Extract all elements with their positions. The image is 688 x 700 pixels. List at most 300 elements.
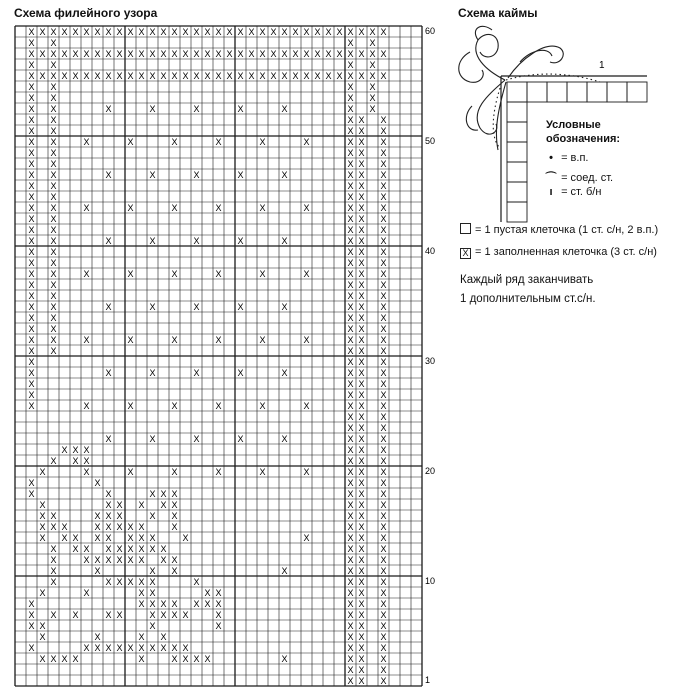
filled-cell-mark: X: [347, 379, 354, 389]
filled-cell-mark: X: [83, 27, 90, 37]
filled-cell-mark: X: [127, 71, 134, 81]
filled-cell-mark: X: [193, 434, 200, 444]
filled-cell-mark: X: [358, 533, 365, 543]
filled-cell-mark: X: [380, 621, 387, 631]
filled-cell-mark: X: [358, 324, 365, 334]
filled-cell-mark: X: [358, 500, 365, 510]
filled-cell-mark: X: [50, 456, 57, 466]
filled-cell-mark: X: [281, 368, 288, 378]
legend-heading: [546, 118, 620, 146]
filled-cell-mark: X: [270, 49, 277, 59]
filled-cell-mark: X: [50, 225, 57, 235]
filled-cell-mark: X: [61, 445, 68, 455]
filled-cell-mark: X: [72, 456, 79, 466]
filled-cell-mark: X: [28, 247, 35, 257]
filled-cell-mark: X: [39, 511, 46, 521]
chain-stitch-icon: •: [549, 152, 553, 164]
filled-cell-mark: X: [237, 302, 244, 312]
filled-cell-mark: X: [380, 357, 387, 367]
filled-cell-mark: X: [347, 456, 354, 466]
filled-cell-mark: X: [72, 71, 79, 81]
filled-cell-mark: X: [358, 302, 365, 312]
legend-item-sc-text: = ст. б/н: [561, 186, 602, 198]
filled-cell-mark: X: [127, 335, 134, 345]
filled-cell-mark: X: [105, 500, 112, 510]
filled-cell-mark: X: [61, 71, 68, 81]
filled-cell-mark: X: [215, 588, 222, 598]
filled-cell-mark: X: [149, 610, 156, 620]
filled-cell-mark: X: [369, 82, 376, 92]
filled-cell-mark: X: [369, 27, 376, 37]
filled-cell-mark: X: [105, 522, 112, 532]
filled-cell-mark: X: [28, 225, 35, 235]
filled-cell-mark: X: [358, 489, 365, 499]
filled-cell-mark: X: [28, 126, 35, 136]
legend-filled-cell-text: = 1 заполненная клеточка (3 ст. с/н): [475, 246, 657, 258]
filled-cell-mark: X: [358, 148, 365, 158]
filled-cell-mark: X: [105, 302, 112, 312]
filled-cell-mark: X: [369, 71, 376, 81]
filled-cell-mark: X: [28, 137, 35, 147]
filled-cell-mark: X: [347, 335, 354, 345]
filled-cell-mark: X: [83, 71, 90, 81]
filled-cell-mark: X: [28, 291, 35, 301]
filled-cell-mark: X: [138, 71, 145, 81]
filled-cell-mark: X: [39, 500, 46, 510]
filled-cell-mark: X: [314, 71, 321, 81]
filled-cell-mark: X: [171, 269, 178, 279]
filled-cell-mark: X: [215, 137, 222, 147]
filled-cell-mark: X: [50, 170, 57, 180]
filled-cell-mark: X: [193, 236, 200, 246]
filled-cell-mark: X: [358, 170, 365, 180]
filled-cell-mark: X: [28, 93, 35, 103]
filled-cell-mark: X: [380, 390, 387, 400]
filled-cell-mark: X: [380, 192, 387, 202]
filled-cell-mark: X: [39, 654, 46, 664]
filled-cell-mark: X: [50, 511, 57, 521]
filled-cell-mark: X: [380, 225, 387, 235]
filled-cell-mark: X: [94, 478, 101, 488]
filled-cell-mark: X: [248, 71, 255, 81]
filled-cell-mark: X: [116, 555, 123, 565]
filled-cell-mark: X: [336, 27, 343, 37]
filled-cell-mark: X: [380, 181, 387, 191]
legend-item-chain-text: = в.п.: [561, 152, 589, 164]
filled-cell-mark: X: [39, 621, 46, 631]
note-line-2: 1 дополнительным ст.с/н.: [460, 293, 596, 305]
filled-cell-mark: X: [127, 49, 134, 59]
filled-cell-mark: X: [28, 192, 35, 202]
filled-cell-mark: X: [358, 291, 365, 301]
filled-cell-mark: X: [182, 533, 189, 543]
filled-cell-mark: X: [347, 621, 354, 631]
filled-cell-mark: X: [105, 71, 112, 81]
filled-cell-mark: X: [204, 588, 211, 598]
filled-cell-mark: X: [39, 27, 46, 37]
filled-cell-mark: X: [149, 104, 156, 114]
legend-item-chain: [544, 152, 588, 164]
filled-cell-mark: X: [50, 335, 57, 345]
filled-cell-mark: X: [50, 82, 57, 92]
filled-cell-mark: X: [160, 544, 167, 554]
filled-cell-mark: X: [358, 313, 365, 323]
filled-cell-mark: X: [50, 522, 57, 532]
filled-cell-mark: X: [314, 49, 321, 59]
filled-cell-mark: X: [116, 522, 123, 532]
filled-cell-mark: X: [358, 599, 365, 609]
filled-cell-mark: X: [50, 654, 57, 664]
filled-cell-mark: X: [237, 236, 244, 246]
filled-cell-mark: X: [358, 478, 365, 488]
filled-cell-mark: X: [215, 49, 222, 59]
filled-cell-mark: X: [50, 203, 57, 213]
filled-cell-mark: X: [105, 170, 112, 180]
filled-cell-mark: X: [380, 577, 387, 587]
filled-cell-mark: X: [72, 544, 79, 554]
filled-cell-mark: X: [28, 379, 35, 389]
filled-cell-mark: X: [193, 71, 200, 81]
filled-cell-mark: X: [171, 522, 178, 532]
filled-cell-mark: X: [358, 610, 365, 620]
filled-cell-mark: X: [149, 27, 156, 37]
filled-cell-mark: X: [127, 577, 134, 587]
filled-cell-mark: X: [193, 654, 200, 664]
border-cell: [507, 202, 527, 222]
filled-cell-mark: X: [358, 621, 365, 631]
filled-cell-mark: X: [83, 588, 90, 598]
filled-cell-mark: X: [83, 643, 90, 653]
filled-cell-mark: X: [380, 49, 387, 59]
filled-cell-mark: X: [347, 445, 354, 455]
filled-cell-mark: X: [380, 467, 387, 477]
legend-item-sc: [544, 186, 601, 198]
filled-cell-mark: X: [358, 412, 365, 422]
filled-cell-mark: X: [215, 401, 222, 411]
border-cell: [627, 82, 647, 102]
border-chart-title: Схема каймы: [458, 6, 538, 20]
filled-cell-mark: X: [138, 522, 145, 532]
filled-cell-mark: X: [160, 489, 167, 499]
filled-cell-mark: X: [226, 27, 233, 37]
filled-cell-mark: X: [28, 621, 35, 631]
filled-cell-mark: X: [347, 148, 354, 158]
filled-cell-mark: X: [28, 104, 35, 114]
filled-cell-mark: X: [28, 313, 35, 323]
filled-cell-mark: X: [171, 137, 178, 147]
filled-cell-mark: X: [358, 555, 365, 565]
filled-cell-mark: X: [182, 654, 189, 664]
grid-chart-title: Схема филейного узора: [14, 6, 158, 20]
filled-cell-mark: X: [358, 390, 365, 400]
filled-cell-mark: X: [149, 588, 156, 598]
filled-cell-mark: X: [72, 654, 79, 664]
filled-cell-mark: X: [160, 632, 167, 642]
filled-cell-mark: X: [127, 533, 134, 543]
filled-cell-mark: X: [215, 621, 222, 631]
filled-cell-mark: X: [358, 434, 365, 444]
filled-cell-mark: X: [380, 610, 387, 620]
filled-cell-mark: X: [380, 148, 387, 158]
filled-cell-mark: X: [237, 27, 244, 37]
filled-cell-icon: X: [460, 248, 471, 259]
filled-cell-mark: X: [50, 313, 57, 323]
filled-cell-mark: X: [347, 115, 354, 125]
filled-cell-mark: X: [39, 522, 46, 532]
filled-cell-mark: X: [380, 478, 387, 488]
filled-cell-mark: X: [50, 93, 57, 103]
filled-cell-mark: X: [380, 566, 387, 576]
filled-cell-mark: X: [380, 555, 387, 565]
filled-cell-mark: X: [303, 335, 310, 345]
filled-cell-mark: X: [270, 71, 277, 81]
filled-cell-mark: X: [28, 302, 35, 312]
filled-cell-mark: X: [94, 632, 101, 642]
filled-cell-mark: X: [380, 665, 387, 675]
filled-cell-mark: X: [358, 115, 365, 125]
filled-cell-mark: X: [215, 71, 222, 81]
filled-cell-mark: X: [116, 610, 123, 620]
filled-cell-mark: X: [380, 247, 387, 257]
filled-cell-mark: X: [347, 467, 354, 477]
filled-cell-mark: X: [83, 335, 90, 345]
filled-cell-mark: X: [358, 632, 365, 642]
filled-cell-mark: X: [171, 599, 178, 609]
filled-cell-mark: X: [380, 159, 387, 169]
filled-cell-mark: X: [94, 555, 101, 565]
filled-cell-mark: X: [50, 236, 57, 246]
filled-cell-mark: X: [149, 511, 156, 521]
filled-cell-mark: X: [28, 401, 35, 411]
filled-cell-mark: X: [50, 544, 57, 554]
filled-cell-mark: X: [138, 577, 145, 587]
filled-cell-mark: X: [72, 445, 79, 455]
filled-cell-mark: X: [358, 511, 365, 521]
legend-empty-cell-text: = 1 пустая клеточка (1 ст. с/н, 2 в.п.): [475, 224, 659, 236]
filled-cell-mark: X: [94, 533, 101, 543]
filled-cell-mark: X: [72, 49, 79, 59]
filled-cell-mark: X: [193, 302, 200, 312]
filled-cell-mark: X: [347, 60, 354, 70]
filled-cell-mark: X: [347, 269, 354, 279]
filled-cell-mark: X: [50, 555, 57, 565]
filled-cell-mark: X: [281, 654, 288, 664]
filled-cell-mark: X: [380, 170, 387, 180]
filled-cell-mark: X: [215, 269, 222, 279]
filled-cell-mark: X: [347, 368, 354, 378]
filled-cell-mark: X: [303, 269, 310, 279]
filled-cell-mark: X: [380, 401, 387, 411]
filled-cell-mark: X: [50, 71, 57, 81]
filled-cell-mark: X: [215, 27, 222, 37]
filled-cell-mark: X: [380, 302, 387, 312]
border-cell: [507, 162, 527, 182]
filled-cell-mark: X: [28, 489, 35, 499]
row-label-60: 60: [425, 26, 436, 36]
filled-cell-mark: X: [138, 599, 145, 609]
filled-cell-mark: X: [105, 610, 112, 620]
filled-cell-mark: X: [358, 566, 365, 576]
filled-cell-mark: X: [149, 566, 156, 576]
filled-cell-mark: X: [358, 247, 365, 257]
filled-cell-mark: X: [336, 71, 343, 81]
filled-cell-mark: X: [160, 27, 167, 37]
filled-cell-mark: X: [61, 49, 68, 59]
filled-cell-mark: X: [380, 632, 387, 642]
filled-cell-mark: X: [83, 203, 90, 213]
filled-cell-mark: X: [380, 291, 387, 301]
filled-cell-mark: X: [369, 60, 376, 70]
filled-cell-mark: X: [358, 159, 365, 169]
filled-cell-mark: X: [127, 401, 134, 411]
filled-cell-mark: X: [358, 577, 365, 587]
filled-cell-mark: X: [105, 49, 112, 59]
filled-cell-mark: X: [380, 324, 387, 334]
filled-cell-mark: X: [39, 632, 46, 642]
filled-cell-mark: X: [193, 577, 200, 587]
filled-cell-mark: X: [281, 566, 288, 576]
filled-cell-mark: X: [325, 49, 332, 59]
row-label-40: 40: [425, 246, 436, 256]
filled-cell-mark: X: [28, 214, 35, 224]
filled-cell-mark: X: [50, 137, 57, 147]
filled-cell-mark: X: [347, 214, 354, 224]
grid-row-labels: [425, 26, 435, 685]
border-cell: [507, 182, 527, 202]
filled-cell-mark: X: [358, 368, 365, 378]
filled-cell-mark: X: [50, 269, 57, 279]
filled-cell-mark: X: [358, 401, 365, 411]
filled-cell-mark: X: [149, 643, 156, 653]
filled-cell-mark: X: [303, 203, 310, 213]
filled-cell-mark: X: [105, 643, 112, 653]
filled-cell-mark: X: [50, 610, 57, 620]
filled-cell-mark: X: [347, 511, 354, 521]
filled-cell-mark: X: [215, 335, 222, 345]
filled-cell-mark: X: [94, 643, 101, 653]
filled-cell-mark: X: [380, 599, 387, 609]
filled-cell-mark: X: [149, 368, 156, 378]
filled-cell-mark: X: [347, 159, 354, 169]
filled-cell-mark: X: [380, 126, 387, 136]
filled-cell-mark: X: [204, 599, 211, 609]
filled-cell-mark: X: [171, 500, 178, 510]
filled-cell-mark: X: [281, 302, 288, 312]
filled-cell-mark: X: [138, 654, 145, 664]
filled-cell-mark: X: [347, 566, 354, 576]
filled-cell-mark: X: [347, 247, 354, 257]
filled-cell-mark: X: [380, 313, 387, 323]
filled-cell-mark: X: [303, 137, 310, 147]
filled-cell-mark: X: [248, 27, 255, 37]
filled-cell-mark: X: [50, 115, 57, 125]
filled-cell-mark: X: [292, 27, 299, 37]
filled-cell-mark: X: [204, 71, 211, 81]
filled-cell-mark: X: [380, 676, 387, 686]
filled-cell-mark: X: [83, 456, 90, 466]
filled-cell-mark: X: [270, 27, 277, 37]
filled-cell-mark: X: [28, 478, 35, 488]
filled-cell-mark: X: [303, 71, 310, 81]
filled-cell-mark: X: [259, 401, 266, 411]
filled-cell-mark: X: [281, 49, 288, 59]
filled-cell-mark: X: [237, 104, 244, 114]
filled-cell-mark: X: [50, 192, 57, 202]
filled-cell-mark: X: [50, 324, 57, 334]
filled-cell-mark: X: [358, 27, 365, 37]
filled-cell-mark: X: [358, 665, 365, 675]
filled-cell-mark: X: [215, 610, 222, 620]
filled-cell-mark: X: [347, 346, 354, 356]
filled-cell-mark: X: [380, 588, 387, 598]
filled-cell-mark: X: [226, 71, 233, 81]
filled-cell-mark: X: [303, 49, 310, 59]
filled-cell-mark: X: [193, 368, 200, 378]
filled-cell-mark: X: [171, 335, 178, 345]
filled-cell-mark: X: [28, 115, 35, 125]
filled-cell-mark: X: [380, 445, 387, 455]
filled-cell-mark: X: [149, 599, 156, 609]
filled-cell-mark: X: [281, 236, 288, 246]
filled-cell-mark: X: [171, 654, 178, 664]
filled-cell-mark: X: [347, 71, 354, 81]
filled-cell-mark: X: [138, 49, 145, 59]
filled-cell-mark: X: [259, 71, 266, 81]
filled-cell-mark: X: [72, 610, 79, 620]
filled-cell-mark: X: [347, 434, 354, 444]
filled-cell-mark: X: [83, 401, 90, 411]
filled-cell-mark: X: [116, 71, 123, 81]
filled-cell-mark: X: [237, 170, 244, 180]
row-label-20: 20: [425, 466, 436, 476]
filled-cell-mark: X: [369, 38, 376, 48]
filled-cell-mark: X: [105, 434, 112, 444]
filled-cell-mark: X: [160, 500, 167, 510]
filled-cell-mark: X: [358, 181, 365, 191]
filled-cell-mark: X: [204, 27, 211, 37]
filled-cell-mark: X: [347, 203, 354, 213]
filled-cell-mark: X: [116, 577, 123, 587]
note-line-1: Каждый ряд заканчивать: [460, 274, 594, 286]
filled-cell-mark: X: [358, 126, 365, 136]
filled-cell-mark: X: [160, 49, 167, 59]
filled-cell-mark: X: [358, 588, 365, 598]
row-label-10: 10: [425, 576, 436, 586]
filled-cell-mark: X: [149, 434, 156, 444]
single-crochet-icon: ı: [549, 186, 553, 198]
filled-cell-mark: X: [281, 104, 288, 114]
filled-cell-mark: X: [83, 137, 90, 147]
filled-cell-mark: X: [72, 533, 79, 543]
filled-cell-mark: X: [28, 148, 35, 158]
filled-cell-mark: X: [215, 599, 222, 609]
border-cell: [507, 122, 527, 142]
filled-cell-mark: X: [149, 170, 156, 180]
filled-cell-mark: X: [281, 170, 288, 180]
filled-cell-mark: X: [83, 49, 90, 59]
filled-cell-mark: X: [28, 27, 35, 37]
filled-cell-mark: X: [127, 544, 134, 554]
filled-cell-mark: X: [116, 511, 123, 521]
filled-cell-mark: X: [83, 467, 90, 477]
filled-cell-mark: X: [105, 555, 112, 565]
filled-cell-mark: X: [380, 511, 387, 521]
filled-cell-mark: X: [347, 588, 354, 598]
filled-cell-mark: X: [28, 324, 35, 334]
filled-cell-mark: X: [182, 643, 189, 653]
filled-cell-mark: X: [380, 643, 387, 653]
filled-cell-mark: X: [347, 654, 354, 664]
